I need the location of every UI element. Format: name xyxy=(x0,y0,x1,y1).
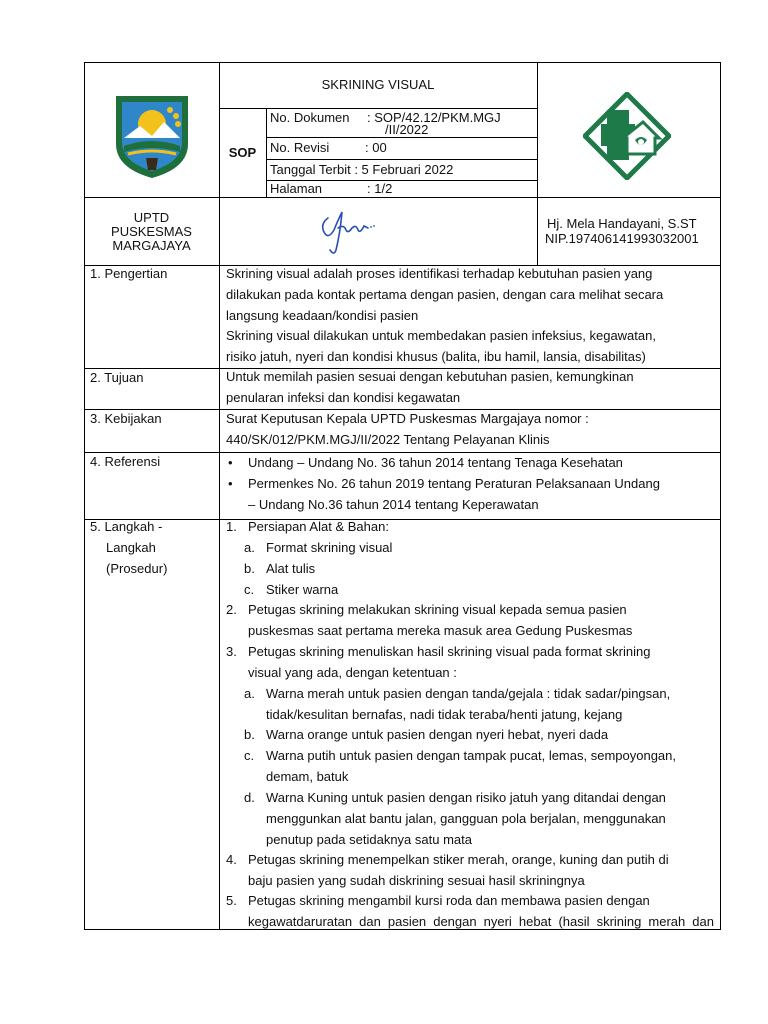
section-label-langkah xyxy=(90,517,167,579)
tujuan-text xyxy=(226,367,714,409)
pengertian-text xyxy=(226,264,714,368)
step-3-text xyxy=(248,642,714,684)
document-title: SKRINING VISUAL xyxy=(321,77,435,92)
step-4-text xyxy=(248,850,714,892)
revision-value: : 00 xyxy=(365,140,387,155)
kebijakan-line: 440/SK/012/PKM.MGJ/II/2022 Tentang Pelayanan Klinis xyxy=(226,431,550,447)
pengertian-line: Skrining visual dilakukan untuk membedakan pasien infeksius, kegawatan, xyxy=(226,328,656,344)
doc-number-label: No. Dokumen xyxy=(270,110,350,125)
issue-date: Tanggal Terbit : 5 Februari 2022 xyxy=(270,162,454,177)
step-line: Warna merah untuk pasien dengan tanda/gejala : tidak sadar/pingsan, xyxy=(266,686,671,701)
revision-label: No. Revisi xyxy=(270,140,330,155)
section-label-tujuan: 2. Tujuan xyxy=(90,370,144,385)
org-line-2: PUSKESMAS xyxy=(111,224,192,239)
step-line: Warna orange untuk pasien dengan nyeri hebat, nyeri dada xyxy=(266,727,609,742)
header-row-line-1 xyxy=(266,137,537,138)
step-line: baju pasien yang sudah diskrining sesuai hasil skriningnya xyxy=(248,872,585,888)
tujuan-line: Untuk memilah pasien sesuai dengan kebutuhan pasien, kemungkinan xyxy=(226,369,634,384)
pengertian-line: dilakukan pada kontak pertama dengan pasien, dengan cara melihat secara xyxy=(226,286,664,302)
step-number: 5. xyxy=(226,893,237,908)
langkah-label-line: 5. Langkah - xyxy=(90,519,163,534)
step-line: Petugas skrining mengambil kursi roda dan membawa pasien dengan xyxy=(248,893,650,908)
step-1c-text: Stiker warna xyxy=(266,582,339,597)
pengertian-line: risiko jatuh, nyeri dan kondisi khusus (balita, ibu hamil, lansia, disabilitas) xyxy=(226,349,646,365)
section-label-kebijakan: 3. Kebijakan xyxy=(90,411,162,426)
step-line: penutup pada setidaknya satu mata xyxy=(266,831,472,847)
step-letter: b. xyxy=(244,727,255,742)
signature xyxy=(318,206,382,258)
doc-number-value-cont: /II/2022 xyxy=(385,122,429,137)
org-line-1: UPTD xyxy=(133,210,170,225)
doc-number-value: : SOP/42.12/PKM.MGJ xyxy=(367,110,501,125)
referensi-item-1 xyxy=(248,453,714,474)
table-border-left xyxy=(84,62,85,930)
step-letter: a. xyxy=(244,686,255,701)
section-line-5 xyxy=(84,519,721,520)
header-col-divider-right xyxy=(537,62,538,265)
referensi-item-2 xyxy=(248,474,714,516)
referensi-line: – Undang No.36 tahun 2014 tentang Keperawatan xyxy=(248,496,539,512)
puskesmas-logo xyxy=(583,92,671,180)
kebijakan-line: Surat Keputusan Kepala UPTD Puskesmas Margajaya nomor : xyxy=(226,411,589,426)
table-col-divider xyxy=(219,62,220,930)
step-3b-text xyxy=(266,725,714,746)
step-letter: a. xyxy=(244,540,255,555)
step-1b-text: Alat tulis xyxy=(266,561,316,576)
step-3a-text xyxy=(266,684,714,726)
step-line: Warna Kuning untuk pasien dengan risiko jatuh yang ditandai dengan xyxy=(266,790,666,805)
header-title-underline xyxy=(219,108,537,109)
step-line: tidak/kesulitan bernafas, nadi tidak teraba/henti jatung, kejang xyxy=(266,706,623,722)
step-2-text xyxy=(248,600,714,642)
kebijakan-text xyxy=(226,409,714,451)
page-label: Halaman xyxy=(270,181,323,196)
header-bottom-line xyxy=(84,197,721,198)
signer-name: Hj. Mela Handayani, S.ST xyxy=(547,216,697,231)
step-number: 4. xyxy=(226,852,237,867)
page-value: : 1/2 xyxy=(367,181,393,196)
header-row-line-2 xyxy=(266,159,537,160)
langkah-label-line: (Prosedur) xyxy=(106,560,168,576)
pengertian-line: langsung keadaan/kondisi pasien xyxy=(226,307,419,323)
step-line: puskesmas saat pertama mereka masuk area Gedung Puskesmas xyxy=(248,622,633,638)
step-letter: b. xyxy=(244,561,255,576)
step-line: Petugas skrining menuliskan hasil skrining visual pada format skrining xyxy=(248,644,651,659)
step-3c-text xyxy=(266,746,714,788)
step-1-text: Persiapan Alat & Bahan: xyxy=(248,519,389,534)
step-line: Petugas skrining menempelkan stiker merah, orange, kuning dan putih di xyxy=(248,852,669,867)
langkah-label-line: Langkah xyxy=(106,539,156,555)
step-letter: c. xyxy=(244,748,255,763)
pengertian-line: Skrining visual adalah proses identifikasi terhadap kebutuhan pasien yang xyxy=(226,266,653,281)
step-number: 3. xyxy=(226,644,237,659)
table-border-top xyxy=(84,62,721,63)
section-label-referensi: 4. Referensi xyxy=(90,454,161,469)
tujuan-line: penularan infeksi dan kondisi kegawatan xyxy=(226,389,461,405)
step-1a-text: Format skrining visual xyxy=(266,540,393,555)
signer-nip: NIP.197406141993032001 xyxy=(545,231,699,246)
table-border-right xyxy=(720,62,721,930)
step-3d-text xyxy=(266,788,714,850)
step-number: 2. xyxy=(226,602,237,617)
step-line: demam, batuk xyxy=(266,768,349,784)
bullet-icon: • xyxy=(228,476,233,491)
referensi-line: Permenkes No. 26 tahun 2019 tentang Peraturan Pelaksanaan Undang xyxy=(248,476,660,491)
header-sop-divider xyxy=(266,108,267,197)
step-line: menggunkan alat bantu jalan, gangguan pola berjalan, menggunakan xyxy=(266,810,666,826)
section-label-pengertian: 1. Pengertian xyxy=(90,266,168,281)
regency-logo xyxy=(112,92,192,180)
step-line: Petugas skrining melakukan skrining visual kepada semua pasien xyxy=(248,602,627,617)
step-letter: c. xyxy=(244,582,255,597)
step-line: kegawatdaruratan dan pasien dengan nyeri hebat (hasil skrining merah dan xyxy=(248,913,714,929)
referensi-line: Undang – Undang No. 36 tahun 2014 tentang Tenaga Kesehatan xyxy=(248,455,623,470)
step-letter: d. xyxy=(244,790,255,805)
org-line-3: MARGAJAYA xyxy=(112,238,191,253)
bullet-icon: • xyxy=(228,455,233,470)
step-5-text xyxy=(248,891,714,933)
step-line: visual yang ada, dengan ketentuan : xyxy=(248,664,457,680)
step-number: 1. xyxy=(226,519,237,534)
step-line: Warna putih untuk pasien dengan tampak pucat, lemas, sempoyongan, xyxy=(266,748,676,763)
sop-label: SOP xyxy=(228,145,257,160)
